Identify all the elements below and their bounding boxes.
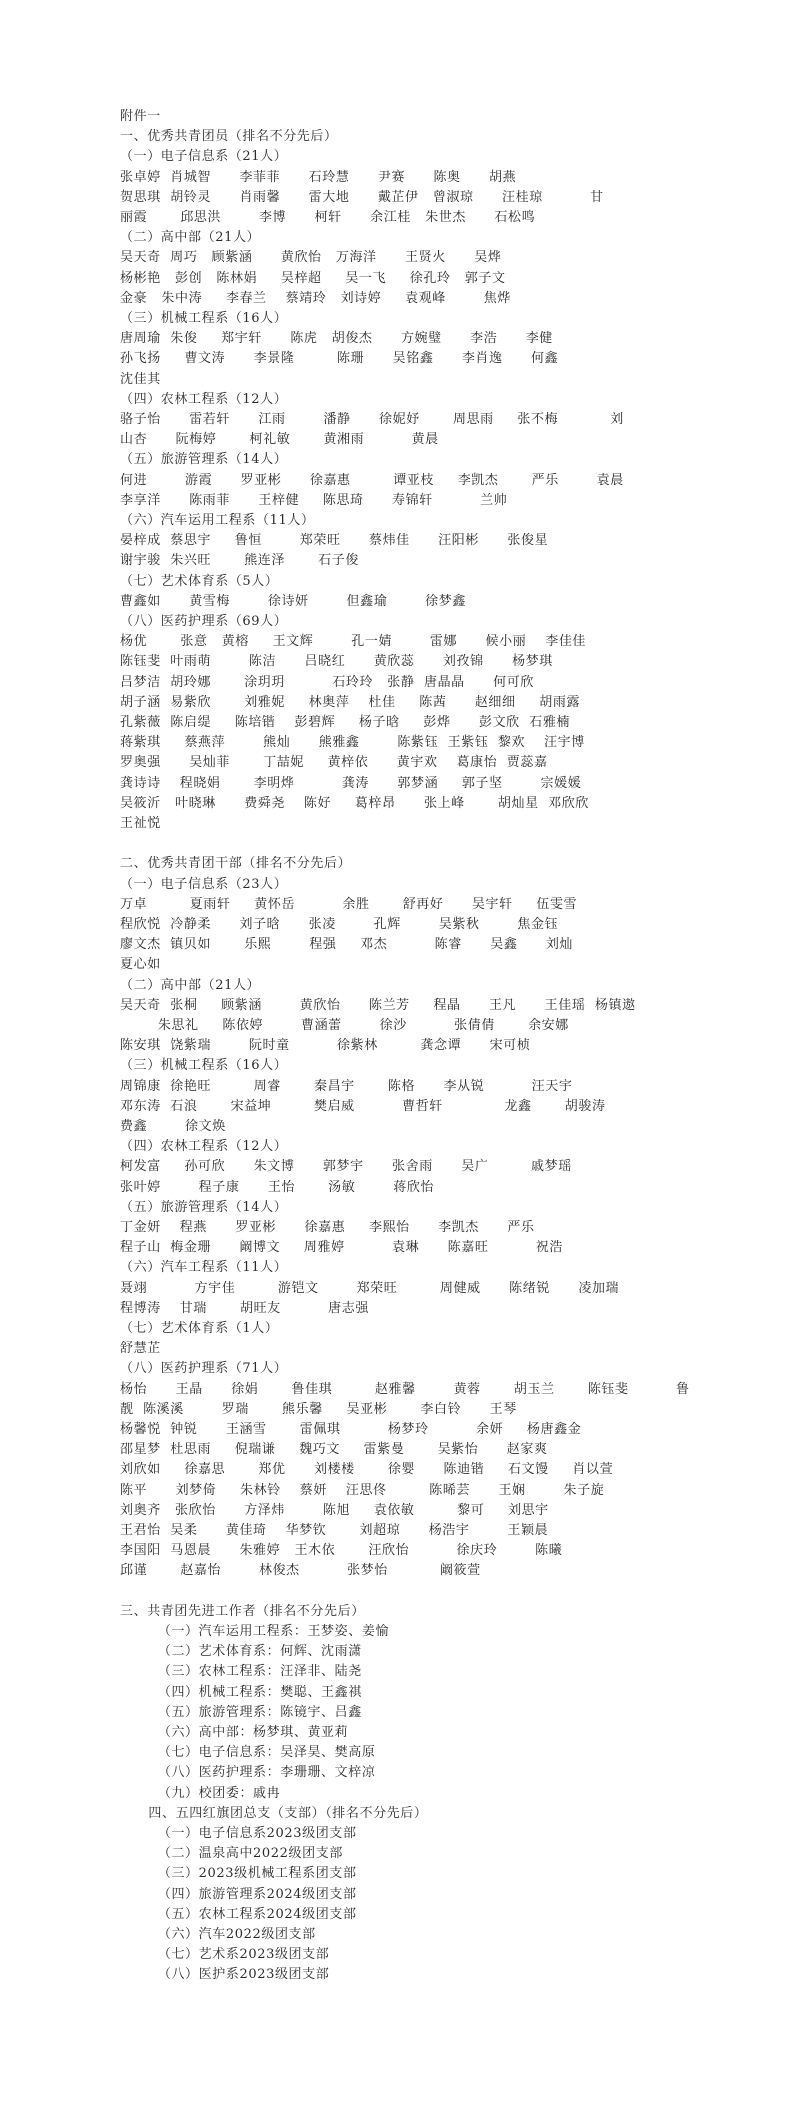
document-line: （八）医药护理系：李珊珊、文梓凉 bbox=[120, 1765, 376, 1781]
document-line: 邓东涛 石浪 宋益坤 樊启威 曹哲轩 龙鑫 胡骏涛 bbox=[120, 1098, 606, 1114]
document-line: 程博涛 甘瑞 胡旺友 唐志强 bbox=[120, 1300, 369, 1316]
document-line: 贺思琪 胡铃灵 肖雨馨 雷大地 戴芷伊 曾淑琼 汪桂琼 甘 bbox=[120, 189, 604, 205]
document-line: 金豪 朱中涛 李春兰 蔡靖玲 刘诗婷 袁观峰 焦烨 bbox=[120, 290, 511, 306]
document-line: （九）校团委：戚冉 bbox=[120, 1785, 281, 1801]
document-line: 四、五四红旗团总支（支部）（排名不分先后） bbox=[120, 1805, 428, 1821]
document-line: 朱思礼 陈依婷 曹涵蕾 徐沙 张倩倩 余安娜 bbox=[120, 1018, 569, 1033]
document-line: （二）高中部（21人） bbox=[120, 230, 261, 246]
document-line: 吴天奇 周巧 顾紫涵 黄欣怡 万海洋 王贤火 吴烨 bbox=[120, 250, 502, 266]
document-line: 山杏 阮梅婷 柯礼敏 黄湘雨 黄晨 bbox=[120, 432, 439, 448]
document-line: 吕梦洁 胡玲娜 涂玥玥 石玲玲 张静 唐晶晶 何可欣 bbox=[120, 674, 534, 690]
document-line: 张卓婷 肖城智 李菲菲 石玲慧 尹赛 陈奥 胡燕 bbox=[120, 169, 517, 185]
document-line: 吴筱沂 叶晓琳 费舜尧 陈好 葛梓昂 张上峰 胡灿星 邓欣欣 bbox=[120, 795, 589, 811]
document-line: （四）农林工程系（12人） bbox=[120, 1139, 288, 1155]
document-line: （八）医药护理系（69人） bbox=[120, 614, 288, 629]
document-line: （三）机械工程系（16人） bbox=[120, 1058, 288, 1074]
document-line: （二）温泉高中2022级团支部 bbox=[120, 1846, 343, 1862]
document-line: 杨怡 王晶 徐娟 鲁佳琪 赵雅馨 黄蓉 胡玉兰 陈钰斐 鲁 bbox=[120, 1381, 690, 1397]
document-line: 龚诗诗 程晓娟 李明烨 龚涛 郭梦涵 郭子坚 宗媛媛 bbox=[120, 775, 582, 791]
document-line: （五）旅游管理系：陈镜宇、吕鑫 bbox=[120, 1704, 362, 1720]
document-line: （六）汽车工程系（11人） bbox=[120, 1260, 288, 1276]
document-line: （五）旅游管理系（14人） bbox=[120, 452, 288, 468]
document-line: 沈佳其 bbox=[120, 371, 161, 387]
document-line: （三）2023级机械工程系团支部 bbox=[120, 1866, 357, 1882]
document-line: 曹鑫如 黄雪梅 徐诗妍 但鑫瑜 徐梦鑫 bbox=[120, 593, 466, 609]
document-line: 万卓 夏雨轩 黄怀岳 余胜 舒再好 吴宇轩 伍雯雪 bbox=[120, 896, 578, 912]
document-line: 廖文杰 镇贝如 乐熙 程强 邓杰 陈睿 吴鑫 刘灿 bbox=[120, 937, 574, 953]
document-line: 程子山 梅金珊 阚博文 周雅婷 袁琳 陈嘉旺 祝浩 bbox=[120, 1240, 563, 1256]
document-line: （七）艺术系2023级团支部 bbox=[120, 1947, 330, 1963]
document-line: 周锦康 徐艳旺 周睿 秦昌宇 陈格 李从锐 汪天宇 bbox=[120, 1078, 573, 1094]
document-line: （七）艺术体育系（1人） bbox=[120, 1321, 279, 1336]
document-line: （一）汽车运用工程系：王梦姿、姜愉 bbox=[120, 1624, 390, 1639]
document-line: 骆子怡 雷若轩 江雨 潘静 徐妮妤 周思雨 张不梅 刘 bbox=[120, 412, 624, 427]
document-line: 丽霞 邱思洪 李博 柯轩 余江桂 朱世杰 石松鸣 bbox=[120, 210, 536, 225]
document-line: 一、优秀共青团员（排名不分先后） bbox=[120, 129, 338, 145]
document-line: 王君怡 吴柔 黄佳琦 华梦钦 刘超琼 杨浩宇 王颖晨 bbox=[120, 1523, 549, 1538]
document-line: （一）电子信息系2023级团支部 bbox=[120, 1826, 357, 1841]
document-line: （六）汽车运用工程系（11人） bbox=[120, 513, 315, 528]
document-line: （八）医药护理系（71人） bbox=[120, 1361, 288, 1377]
document-line: 孙飞扬 曹文涛 李景隆 陈珊 吴铭鑫 李肖逸 何鑫 bbox=[120, 351, 559, 367]
document-line: （五）旅游管理系（14人） bbox=[120, 1199, 288, 1215]
document-line: （五）农林工程系2024级团支部 bbox=[120, 1906, 357, 1922]
document-line: 聂翊 方宇佳 游铠文 郑荣旺 周健威 陈绪锐 凌加瑞 bbox=[120, 1280, 620, 1296]
document-line: 杨馨悦 钟锐 王涵雪 雷佩琪 杨梦玲 余妍 杨唐鑫金 bbox=[120, 1422, 582, 1437]
document-line: 杨彬艳 彭创 陈林娟 吴梓超 吴一飞 徐孔玲 郭子文 bbox=[120, 270, 506, 286]
document-line: 王祉悦 bbox=[120, 816, 161, 831]
document-line: 蒋紫琪 蔡燕萍 熊灿 熊雅鑫 陈紫钰 王紫钰 黎欢 汪宇博 bbox=[120, 735, 585, 751]
document-line: 丁金妍 程燕 罗亚彬 徐嘉惠 李熙怡 李凯杰 严乐 bbox=[120, 1220, 535, 1235]
document-line: 程欣悦 冷静柔 刘子晗 张凌 孔辉 吴紫秋 焦金钰 bbox=[120, 917, 559, 932]
document-line: 李国阳 马恩晨 朱雅婷 王木依 汪欣怡 徐庆玲 陈曦 bbox=[120, 1543, 563, 1559]
document-line: 费鑫 徐文焕 bbox=[120, 1119, 226, 1134]
document-line: （七）艺术体育系（5人） bbox=[120, 573, 279, 589]
document-line: （四）农林工程系（12人） bbox=[120, 391, 288, 407]
document-line: 二、优秀共青团干部（排名不分先后） bbox=[120, 856, 352, 872]
document-line: 罗奥强 吴灿菲 丁喆妮 黄梓依 黄宇欢 葛康怡 贾蕊嘉 bbox=[120, 755, 548, 771]
document-line: （二）艺术体育系：何辉、沈雨潇 bbox=[120, 1644, 362, 1660]
document-line: 张叶婷 程子康 王怡 汤敏 蒋欣怡 bbox=[120, 1179, 435, 1195]
document-line: 谢宇骏 朱兴旺 熊连泽 石子俊 bbox=[120, 553, 359, 569]
document-line: 柯发富 孙可欣 朱文博 郭梦宇 张舍雨 吴广 戚梦瑶 bbox=[120, 1159, 572, 1175]
document-line: 李享洋 陈雨菲 王梓健 陈思琦 寿锦轩 兰帅 bbox=[120, 492, 508, 508]
document-line: 刘奥齐 张欣怡 方泽炜 陈旭 袁依敏 黎可 刘思宇 bbox=[120, 1502, 549, 1518]
document-line: （六）高中部：杨梦琪、黄亚莉 bbox=[120, 1725, 349, 1740]
document-line: （七）电子信息系：吴泽昊、樊高原 bbox=[120, 1745, 376, 1761]
document-line: 邱谨 赵嘉怡 林俊杰 张梦怡 阚筱萱 bbox=[120, 1563, 481, 1579]
document-line: （六）汽车2022级团支部 bbox=[120, 1927, 316, 1942]
document-line: 吴天奇 张桐 顾紫涵 黄欣怡 陈兰芳 程晶 王凡 王佳瑶 杨镇遨 bbox=[120, 997, 636, 1013]
document-line: （三）机械工程系（16人） bbox=[120, 311, 288, 326]
document-line: 舒慧芷 bbox=[120, 1341, 161, 1357]
document-line: 晏梓成 蔡思宇 鲁恒 郑荣旺 蔡炜佳 汪阳彬 张俊星 bbox=[120, 533, 549, 549]
document-line: 唐周瑜 朱俊 郑宇轩 陈虎 胡俊杰 方婉璧 李浩 李健 bbox=[120, 331, 553, 347]
document-line: （二）高中部（21人） bbox=[120, 977, 261, 993]
document-line: 陈平 刘梦倚 朱林铃 蔡妍 汪思佟 陈晞芸 王娴 朱子旋 bbox=[120, 1482, 605, 1498]
document-line: 何进 游霞 罗亚彬 徐嘉惠 谭亚枝 李凯杰 严乐 袁晨 bbox=[120, 472, 624, 488]
document-line: 胡子涵 易紫欣 刘雅妮 林奥萍 杜佳 陈茜 赵细细 胡雨露 bbox=[120, 694, 581, 710]
document-line: 附件一 bbox=[120, 109, 161, 124]
document-line: 陈安琪 饶紫瑞 阮时童 徐紫林 龚念谭 宋可桢 bbox=[120, 1038, 531, 1054]
document-line: 三、共青团先进工作者（排名不分先后） bbox=[120, 1603, 365, 1619]
document-line: 陈钰斐 叶雨萌 陈洁 吕晓红 黄欣蕊 刘孜锦 杨梦琪 bbox=[120, 654, 553, 670]
document-line: 杨优 张意 黄榕 王文辉 孔一婧 雷娜 候小丽 李佳佳 bbox=[120, 634, 587, 650]
document-line: 靓 陈溪溪 罗瑞 熊乐馨 吴亚彬 李白铃 王琴 bbox=[120, 1401, 517, 1417]
document-line: （八）医护系2023级团支部 bbox=[120, 1967, 330, 1983]
document-line: （三）农林工程系：汪泽非、陆尧 bbox=[120, 1664, 362, 1680]
document-line: 刘欣如 徐嘉思 郑优 刘楼楼 徐婴 陈迪锴 石文馒 肖以萱 bbox=[120, 1462, 614, 1478]
document-line: （四）旅游管理系2024级团支部 bbox=[120, 1886, 357, 1902]
document-line: 夏心如 bbox=[120, 957, 161, 973]
document-line: （四）机械工程系：樊聪、王鑫祺 bbox=[120, 1684, 362, 1700]
document-line: （一）电子信息系（23人） bbox=[120, 876, 288, 892]
document-line: 孔紫薇 陈启缇 陈培锴 彭碧辉 杨子晗 彭烨 彭文欣 石雅楠 bbox=[120, 715, 571, 730]
document-line: 邵星梦 杜思雨 倪瑞谦 魏巧文 雷紫曼 吴紫怡 赵家爽 bbox=[120, 1442, 548, 1458]
document-line: （一）电子信息系（21人） bbox=[120, 149, 288, 165]
